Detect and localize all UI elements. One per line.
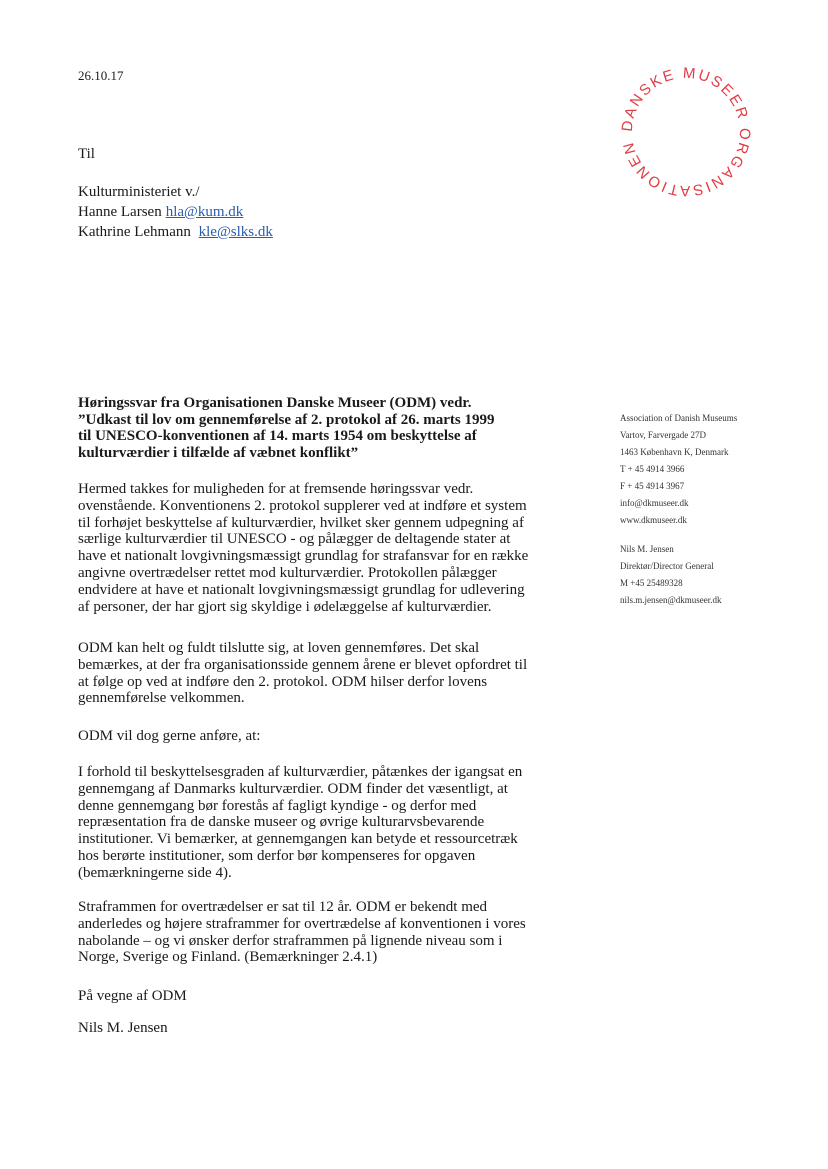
sender-title: Direktør/Director General	[620, 561, 714, 571]
text-line: Nils M. Jensen	[78, 1020, 168, 1036]
text-line: hos berørte institutioner, som derfor bør kompenseres for opgaven	[78, 847, 476, 864]
text-line: Norge, Sverige og Finland. (Bemærkninger 2.4.1)	[78, 949, 378, 966]
letter-heading	[78, 395, 598, 461]
recipient-org: Kulturministeriet v./	[78, 184, 200, 200]
closing	[78, 988, 598, 1005]
text-line: ODM vil dog gerne anføre, at:	[78, 728, 261, 744]
text-line: gennemgang af Danmarks kulturværdier. ODM finder det væsentligt, at	[78, 780, 508, 797]
text-line: til forhøjet beskyttelse af kulturværdier, hvilket sker gennem udpegning af	[78, 514, 524, 531]
text-line: ovenstående. Konventionens 2. protokol supplerer ved at indføre et system	[78, 497, 527, 514]
salutation: Til	[78, 146, 95, 162]
sender-web[interactable]: www.dkmuseer.dk	[620, 515, 687, 525]
text-line: Hermed takkes for muligheden for at fremsende høringssvar vedr.	[78, 481, 474, 497]
text-line: repræsentation fra de danske museer og øvrige kulturarvsbevarende	[78, 814, 485, 831]
contact-email-link[interactable]: hla@kum.dk	[165, 204, 244, 220]
text-line: (bemærkningerne side 4).	[78, 864, 232, 881]
text-line: nabolande – og vi ønsker derfor straframmen på lignende niveau som i	[78, 932, 503, 949]
paragraph-remarks-intro	[78, 728, 598, 745]
text-line: særlige kulturværdier til UNESCO - og pålægger de deltagende stater at	[78, 531, 511, 548]
sender-phone: T + 45 4914 3966	[620, 464, 685, 474]
odm-logo	[612, 58, 760, 206]
recipient-block	[78, 182, 273, 242]
text-line: institutioner. Vi bemærker, at gennemgangen kan betyde et ressourcetræk	[78, 831, 518, 848]
contact-name: Kathrine Lehmann	[78, 224, 191, 240]
heading-line: ”Udkast til lov om gennemførelse af 2. protokol af 26. marts 1999	[78, 411, 495, 428]
paragraph-protection	[78, 764, 598, 882]
paragraph-support	[78, 640, 598, 707]
heading-line: Høringssvar fra Organisationen Danske Museer (ODM) vedr.	[78, 395, 472, 411]
signature-name	[78, 1020, 598, 1037]
contact-name: Hanne Larsen	[78, 204, 162, 220]
text-line: På vegne af ODM	[78, 988, 187, 1004]
sender-city: 1463 København K, Denmark	[620, 447, 729, 457]
logo-text: DANSKE MUSEER ORGANISATIONEN	[618, 64, 754, 200]
text-line: af personer, der har gjort sig skyldige i ødelæggelse af kulturværdier.	[78, 598, 492, 615]
sender-fax: F + 45 4914 3967	[620, 481, 685, 491]
sender-info	[620, 410, 810, 609]
text-line: I forhold til beskyttelsesgraden af kulturværdier, påtænkes der igangsat en	[78, 764, 523, 780]
text-line: Straframmen for overtrædelser er sat til 12 år. ODM er bekendt med	[78, 899, 488, 915]
sender-org: Association of Danish Museums	[620, 413, 738, 423]
text-line: bemærkes, at der fra organisationsside gennem årene er blevet opfordret til	[78, 656, 528, 673]
sender-mobile: M +45 25489328	[620, 578, 683, 588]
text-line: anderledes og højere straframmer for overtrædelse af konventionen i vores	[78, 915, 526, 932]
sender-person-email[interactable]: nils.m.jensen@dkmuseer.dk	[620, 595, 722, 605]
heading-line: til UNESCO-konventionen af 14. marts 1954 om beskyttelse af	[78, 428, 477, 444]
sender-street: Vartov, Farvergade 27D	[620, 430, 706, 440]
heading-line: kulturværdier i tilfælde af væbnet konflikt”	[78, 444, 359, 461]
text-line: ODM kan helt og fuldt tilslutte sig, at loven gennemføres. Det skal	[78, 640, 480, 656]
text-line: at følge op ved at indføre den 2. protokol. ODM hilser derfor lovens	[78, 673, 488, 690]
sender-person: Nils M. Jensen	[620, 544, 674, 554]
recipient-contact	[78, 222, 273, 242]
sender-email[interactable]: info@dkmuseer.dk	[620, 498, 689, 508]
text-line: have et nationalt lovgivningsmæssigt grundlag for strafansvar for en række	[78, 548, 529, 565]
paragraph-penalty	[78, 899, 598, 966]
paragraph-intro	[78, 481, 598, 615]
text-line: denne gennemgang bør forestås af fagligt kyndige - og derfor med	[78, 797, 477, 814]
text-line: angivne overtrædelser rettet mod kulturværdier. Protokollen pålægger	[78, 564, 497, 581]
text-line: gennemførelse velkommen.	[78, 690, 245, 707]
contact-email-link[interactable]: kle@slks.dk	[198, 224, 273, 240]
recipient-contact	[78, 202, 273, 222]
letter-date: 26.10.17	[78, 68, 124, 83]
text-line: endvidere at have et nationalt lovgivningsmæssigt grundlag for udlevering	[78, 581, 525, 598]
